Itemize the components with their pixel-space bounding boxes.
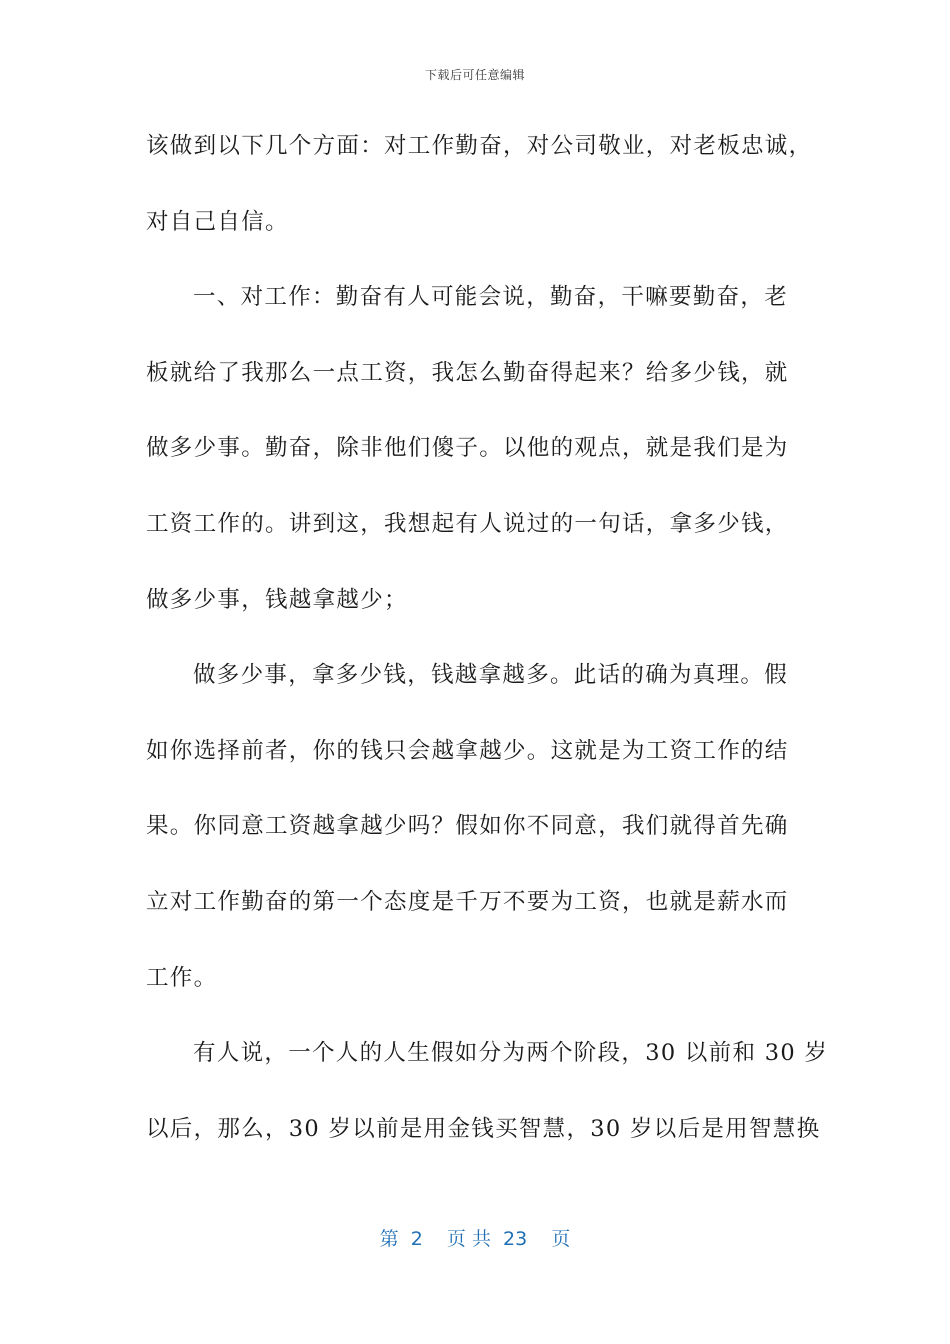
- text-line: 果。你同意工资越拿越少吗？假如你不同意，我们就得首先确: [146, 813, 789, 840]
- text-line: 立对工作勤奋的第一个态度是千万不要为工资，也就是薪水而: [146, 888, 789, 915]
- paragraph-first-line: 有人说，一个人的人生假如分为两个阶段，30 以前和 30 岁: [193, 1040, 829, 1067]
- text-line: 对自己自信。: [146, 208, 289, 235]
- document-body: [146, 120, 829, 1178]
- text-line: 工资工作的。讲到这，我想起有人说过的一句话，拿多少钱，: [146, 510, 789, 537]
- page-number-footer: 第 2 页 共 23 页: [379, 1228, 571, 1250]
- text-line: 板就给了我那么一点工资，我怎么勤奋得起来？给多少钱，就: [146, 359, 789, 386]
- text-line: 如你选择前者，你的钱只会越拿越少。这就是为工资工作的结: [146, 737, 789, 764]
- text-line: 工作。: [146, 964, 218, 991]
- paragraph-first-line: 一、对工作：勤奋有人可能会说，勤奋，干嘛要勤奋，老: [193, 284, 789, 311]
- text-line: 做多少事，钱越拿越少；: [146, 586, 408, 613]
- text-line: 以后，那么，30 岁以前是用金钱买智慧，30 岁以后是用智慧换: [146, 1115, 821, 1142]
- header-note: 下载后可任意编辑: [424, 68, 525, 82]
- paragraph-first-line: 做多少事，拿多少钱，钱越拿越多。此话的确为真理。假: [193, 662, 789, 689]
- text-line: 该做到以下几个方面：对工作勤奋，对公司敬业，对老板忠诚，: [146, 133, 813, 159]
- text-line: 做多少事。勤奋，除非他们傻子。以他的观点，就是我们是为: [146, 435, 789, 462]
